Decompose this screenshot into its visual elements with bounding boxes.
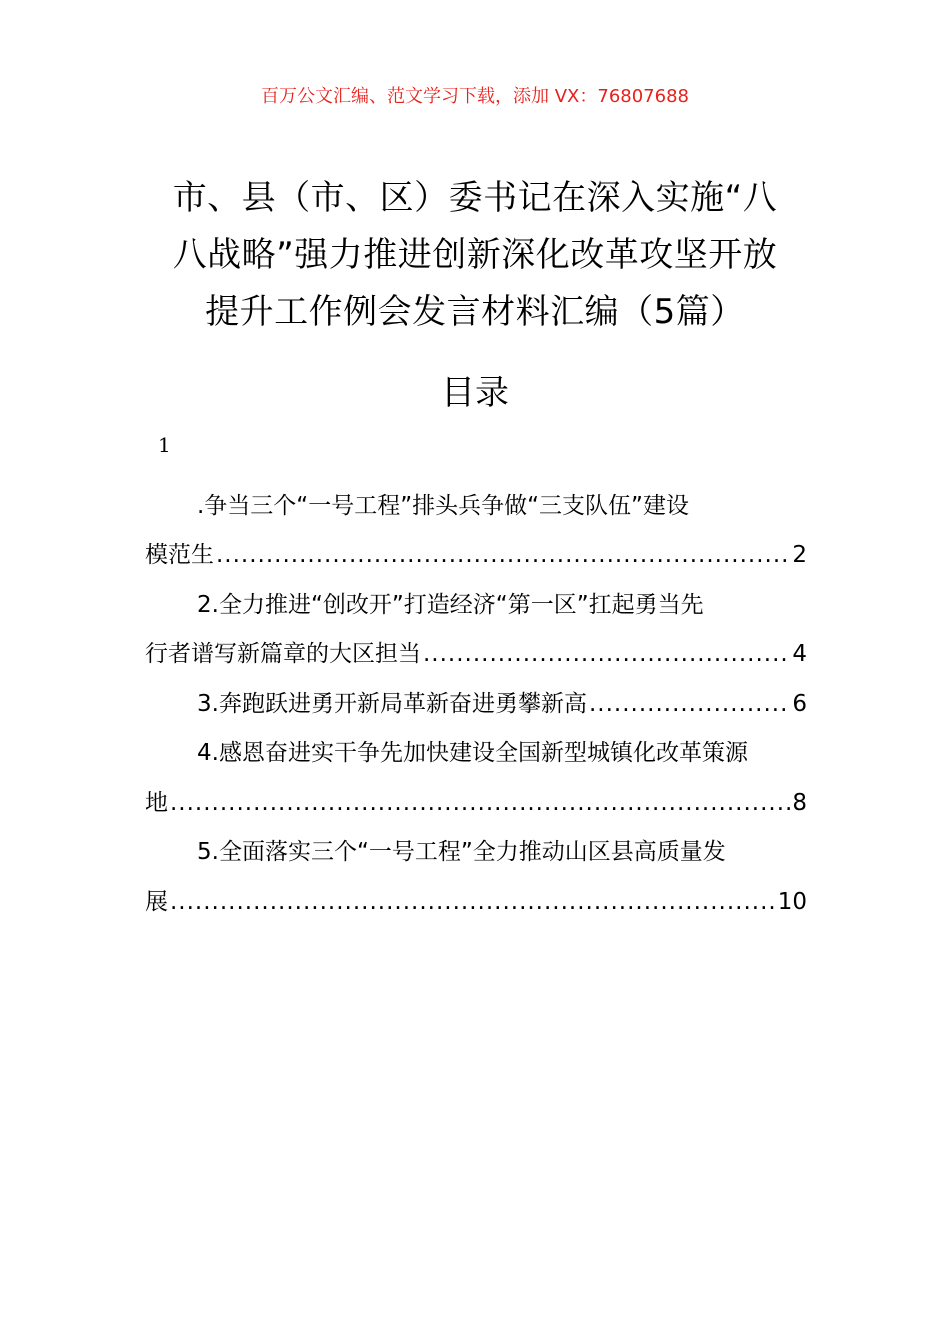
toc-entry-text-cont[interactable]: 行者谱写新篇章的大区担当 <box>145 641 421 667</box>
toc-page-number[interactable]: 4 <box>792 641 807 667</box>
toc-entry-2[interactable] <box>145 570 807 669</box>
document-title <box>145 170 805 341</box>
toc-entry-text-cont[interactable]: 展 <box>145 888 168 915</box>
table-of-contents <box>145 471 807 917</box>
toc-entry-1[interactable] <box>145 471 807 570</box>
title-line: 八战略”强力推进创新深化改革攻坚开放 <box>172 235 778 275</box>
toc-entry-text[interactable]: 3.奔跑跃进勇开新局革新奋进勇攀新高 <box>197 690 587 717</box>
toc-entry-text[interactable]: 2.全力推进“创改开”打造经济“第一区”扛起勇当先 <box>197 591 704 618</box>
toc-entry-5[interactable] <box>145 818 807 917</box>
toc-page-marker: 1 <box>158 433 171 457</box>
dot-leader <box>589 689 790 719</box>
title-line: 提升工作例会发言材料汇编（5篇） <box>205 292 745 332</box>
dot-leader <box>170 788 790 818</box>
toc-page-number[interactable]: 10 <box>777 888 807 915</box>
toc-page-number[interactable]: 2 <box>792 542 807 568</box>
toc-entry-3[interactable] <box>145 669 807 719</box>
dot-leader <box>423 639 790 669</box>
toc-page-number[interactable]: 6 <box>792 690 807 717</box>
toc-entry-text[interactable]: 4.感恩奋进实干争先加快建设全国新型城镇化改革策源 <box>197 740 748 766</box>
toc-heading: 目录 <box>441 373 509 413</box>
toc-entry-text[interactable]: .争当三个“一号工程”排头兵争做“三支队伍”建设 <box>197 492 689 519</box>
promo-banner: 百万公文汇编、范文学习下载，添加 VX：76807688 <box>261 86 689 107</box>
dot-leader <box>170 887 776 917</box>
toc-page-number[interactable]: 8 <box>792 789 807 816</box>
title-line: 市、县（市、区）委书记在深入实施“八 <box>172 178 778 218</box>
toc-entry-text-cont[interactable]: 模范生 <box>145 542 214 568</box>
dot-leader <box>216 540 790 570</box>
toc-entry-4[interactable] <box>145 719 807 818</box>
toc-entry-text[interactable]: 5.全面落实三个“一号工程”全力推动山区县高质量发 <box>197 839 726 865</box>
toc-entry-text-cont[interactable]: 地 <box>145 789 168 816</box>
